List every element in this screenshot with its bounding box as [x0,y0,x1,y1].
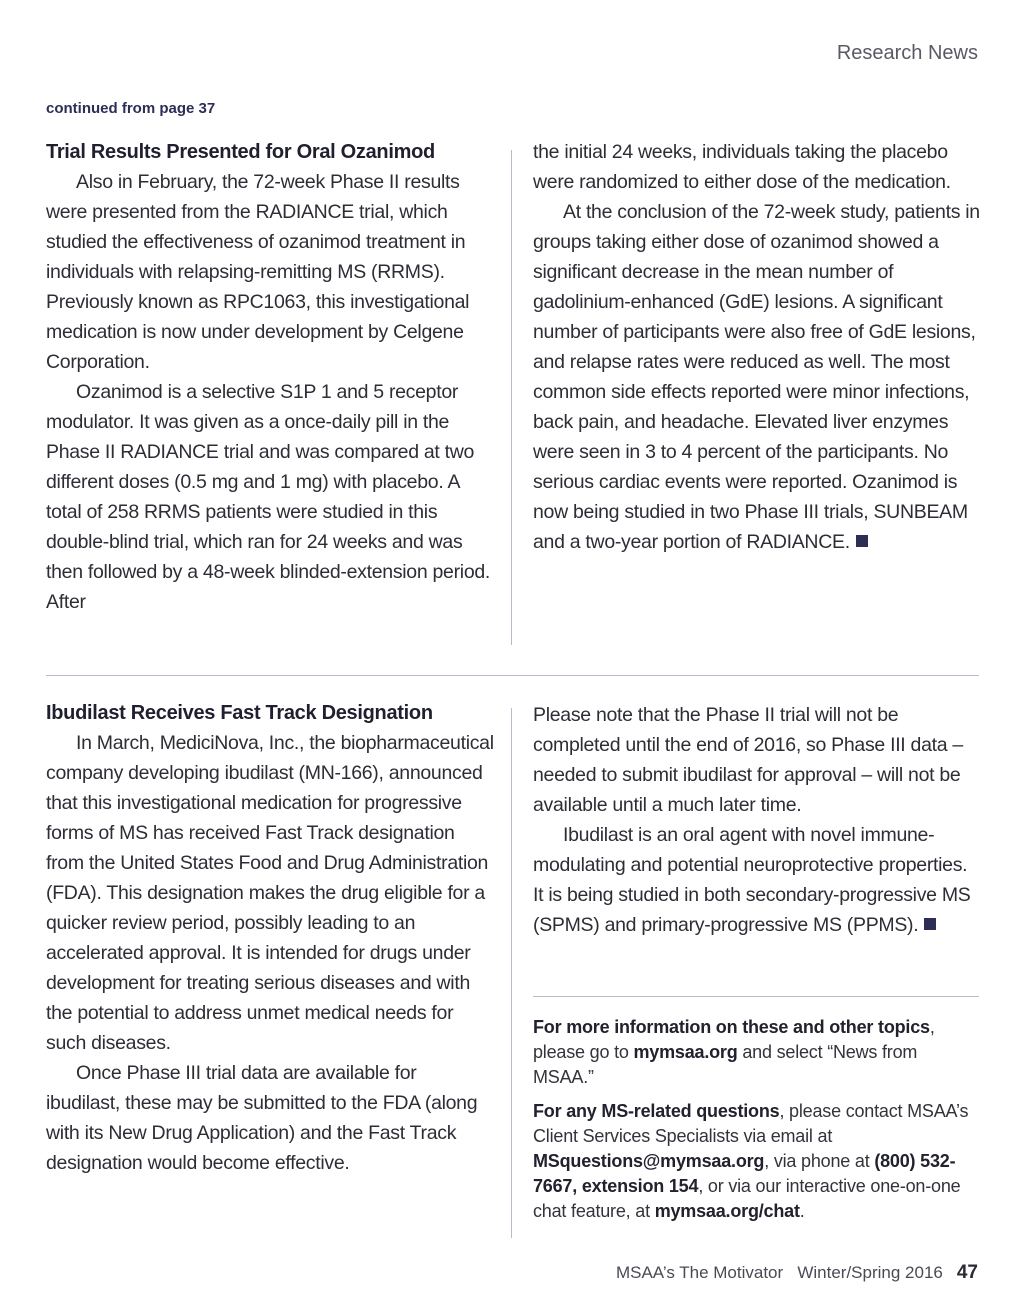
column-divider [511,708,512,1238]
continued-note: continued from page 37 [46,100,216,117]
website-link[interactable]: mymsaa.org [633,1042,738,1062]
info-lead: For more information on these and other topics [533,1017,930,1037]
article2-title: Ibudilast Receives Fast Track Designation [46,702,433,724]
phone-number[interactable]: (800) 532-7667, extension 154 [533,1151,956,1196]
info-paragraph-questions [533,1099,981,1224]
info-box [533,1015,981,1233]
section-label: Research News [836,42,978,64]
article2-left-column [46,698,494,1178]
article2-closing-text: Ibudilast is an oral agent with novel immune-modulating and potential neuroprotective properties. It is being studied in both secondary-progressive MS (SPMS) and primary-progressive MS (PPMS). [533,824,971,936]
article1-left-column [46,137,494,617]
article2-paragraph [533,820,981,940]
info-paragraph-more [533,1015,981,1090]
section-divider [46,675,979,676]
info-text: and select “News from MSAA.” [533,1042,918,1087]
end-of-article-icon [856,535,868,547]
email-link[interactable]: MSquestions@mymsaa.org [533,1151,765,1171]
article1-paragraph: Also in February, the 72-week Phase II results were presented from the RADIANCE trial, which studied the effectiveness of ozanimod treatment in individuals with relapsing-remitting MS (RRMS). Previously known as RPC1063, this investigational medication is now under development by Celgene Corporation. [46,171,470,373]
page-number: 47 [956,1262,978,1283]
article1-right-column [533,137,981,557]
article1-paragraph [533,197,981,557]
info-text: . [799,1201,805,1221]
info-text: , please contact MSAA’s Client Services Specialists via email at [533,1101,969,1146]
article2-paragraph: Please note that the Phase II trial will not be completed until the end of 2016, so Phase III data – needed to submit ibudilast for approval – will not be available until a much later time. [533,704,963,816]
article1-title: Trial Results Presented for Oral Ozanimod [46,141,435,163]
article1-paragraph: Ozanimod is a selective S1P 1 and 5 receptor modulator. It was given as a once-daily pill in the Phase II RADIANCE trial and was compared at two different doses (0.5 mg and 1 mg) with placebo. A total of 258 RRMS patients were studied in this double-blind trial, which ran for 24 weeks and was then followed by a 48-week blinded-extension period. After [46,381,491,613]
column-divider [511,150,512,645]
publication-name: MSAA’s The Motivator Winter/Spring 2016 [615,1263,943,1282]
article2-right-column [533,700,981,940]
info-text: , please go to [533,1017,935,1062]
end-of-article-icon [924,918,936,930]
article1-closing-text: At the conclusion of the 72-week study, patients in groups taking either dose of ozanimod showed a significant decrease in the mean number of gadolinium-enhanced (GdE) lesions. A significant number of participants were also free of GdE lesions, and relapse rates were reduced as well. The most common side effects reported were minor infections, back pain, and headache. Elevated liver enzymes were seen in 3 to 4 percent of the participants. No serious cardiac events were reported. Ozanimod is now being studied in two Phase III trials, SUNBEAM and a two-year portion of RADIANCE. [533,201,980,553]
info-lead: For any MS-related questions [533,1101,780,1121]
article2-paragraph: In March, MediciNova, Inc., the biopharmaceutical company developing ibudilast (MN-166), announced that this investigational medication for progressive forms of MS has received Fast Track designation from the United States Food and Drug Administration (FDA). This designation makes the drug eligible for a quicker review period, possibly leading to an accelerated approval. It is intended for drugs under development for treating serious diseases and with the potential to address unmet medical needs for such diseases. [46,732,494,1054]
info-text: , via phone at [764,1151,875,1171]
info-text: , or via our interactive one-on-one chat feature, at [533,1176,961,1221]
article1-paragraph: the initial 24 weeks, individuals taking the placebo were randomized to either dose of the medication. [533,141,951,193]
article2-paragraph: Once Phase III trial data are available for ibudilast, these may be submitted to the FDA (along with its New Drug Application) and the Fast Track designation would become effective. [46,1062,478,1174]
chat-link[interactable]: mymsaa.org/chat [654,1201,800,1221]
info-divider [533,996,979,997]
page-footer [616,1262,978,1284]
